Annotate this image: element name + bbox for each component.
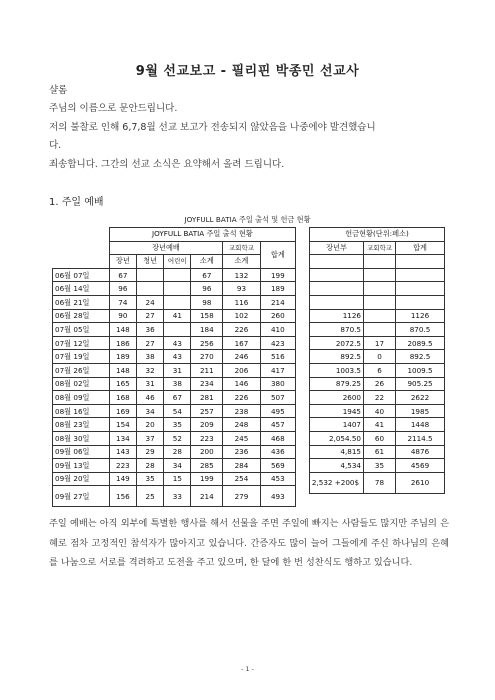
attendance-cell: 29 (136, 445, 163, 459)
offering-row (310, 336, 445, 350)
offering-cell: 4,815 (310, 445, 364, 459)
offering-cell: 2089.5 (396, 336, 445, 350)
attendance-cell: 279 (223, 486, 260, 507)
offering-row (310, 350, 445, 364)
attendance-cell: 167 (223, 336, 260, 350)
offering-cell (396, 255, 445, 269)
attendance-cell: 281 (191, 391, 223, 405)
offering-cell: 17 (364, 336, 396, 350)
offering-cell (310, 268, 364, 282)
attendance-row (53, 431, 296, 445)
attendance-cell: 96 (191, 282, 223, 296)
offering-cell (396, 282, 445, 296)
attendance-cell: 260 (260, 309, 295, 323)
closing-paragraph: 주일 예배는 아직 외부에 특별한 행사를 해서 선물을 주면 주일에 빠지는 사람들도 많지만 주님의 은혜로 점차 고정적인 참석자가 많아지고 있습니다. 간증자도 많이 늘어 그들에게 주신 하나님의 은혜를 나눔으로 서로를 격려하고 도전을 주고 있으며, 한 달에 한 번 성찬식도 행하고 있습니다. (49, 518, 449, 568)
offering-row (310, 295, 445, 309)
page-title: 9월 선교보고 - 필리핀 박종민 선교사 (135, 64, 360, 79)
attendance-cell: 209 (191, 418, 223, 432)
offering-cell: 1407 (310, 418, 364, 432)
attendance-cell: 38 (164, 377, 191, 391)
attendance-row (53, 418, 296, 432)
attendance-cell: 37 (136, 431, 163, 445)
offering-cell: 2610 (396, 472, 445, 493)
offering-cell (310, 295, 364, 309)
attendance-cell: 33 (164, 486, 191, 507)
attendance-cell: 285 (191, 459, 223, 473)
offering-row (310, 418, 445, 432)
attendance-cell (164, 282, 191, 296)
attendance-row (53, 309, 296, 323)
offering-cell: 870.5 (310, 323, 364, 337)
date-cell: 08월 02일 (53, 377, 110, 391)
date-cell: 08월 30일 (53, 431, 110, 445)
attendance-cell: 254 (223, 472, 260, 486)
attendance-row (53, 404, 296, 418)
attendance-row (53, 323, 296, 337)
attendance-cell: 156 (109, 486, 136, 507)
attendance-cell: 256 (191, 336, 223, 350)
attendance-cell: 453 (260, 472, 295, 486)
offering-cell: 2600 (310, 391, 364, 405)
offering-cell: 4,534 (310, 459, 364, 473)
offering-cell (310, 255, 364, 269)
intro-line-1: 주님의 이름으로 문안드립니다. (49, 103, 178, 114)
date-cell: 07월 26일 (53, 363, 110, 377)
offering-row (310, 391, 445, 405)
attendance-cell: 46 (136, 391, 163, 405)
attendance-cell: 236 (223, 445, 260, 459)
attendance-cell: 132 (223, 268, 260, 282)
attendance-row (53, 486, 296, 507)
attendance-cell: 189 (109, 350, 136, 364)
date-cell: 07월 19일 (53, 350, 110, 364)
date-cell: 08월 23일 (53, 418, 110, 432)
offering-row (310, 282, 445, 296)
attendance-cell: 154 (109, 418, 136, 432)
offering-row (310, 323, 445, 337)
attendance-cell: 417 (260, 363, 295, 377)
adult-worship-header: 장년예배 (109, 241, 222, 255)
offering-adult-header: 장년부 (310, 241, 364, 255)
offering-cell: 2114.5 (396, 431, 445, 445)
offering-cell (364, 282, 396, 296)
offering-cell: 1126 (396, 309, 445, 323)
subtotal-header: 소계 (191, 255, 223, 269)
offering-row (310, 268, 445, 282)
offering-cell: 1126 (310, 309, 364, 323)
offering-total-header: 합계 (396, 241, 445, 255)
offering-cell: 40 (364, 404, 396, 418)
offering-row (310, 431, 445, 445)
attendance-cell: 226 (223, 323, 260, 337)
date-cell: 07월 12일 (53, 336, 110, 350)
attendance-cell: 15 (164, 472, 191, 486)
attendance-cell: 52 (164, 431, 191, 445)
attendance-cell: 20 (136, 418, 163, 432)
attendance-cell: 200 (191, 445, 223, 459)
offering-cell: 35 (364, 459, 396, 473)
date-cell: 06월 21일 (53, 295, 110, 309)
offering-cell: 1945 (310, 404, 364, 418)
attendance-cell (164, 323, 191, 337)
attendance-cell: 143 (109, 445, 136, 459)
offering-cell: 26 (364, 377, 396, 391)
attendance-cell: 54 (164, 404, 191, 418)
offering-row (310, 255, 445, 269)
offering-cell (364, 268, 396, 282)
attendance-cell: 223 (109, 459, 136, 473)
offering-cell (396, 295, 445, 309)
attendance-cell: 234 (191, 377, 223, 391)
attendance-cell: 67 (191, 268, 223, 282)
attendance-cell: 214 (260, 295, 295, 309)
offering-group-header: 헌금현황(단위:페소) (310, 228, 445, 242)
offering-row (310, 472, 445, 493)
attendance-cell: 43 (164, 350, 191, 364)
offering-table (309, 227, 445, 494)
attendance-cell: 24 (136, 295, 163, 309)
attendance-cell: 27 (136, 336, 163, 350)
attendance-cell: 214 (191, 486, 223, 507)
attendance-cell: 67 (109, 268, 136, 282)
offering-cell (364, 255, 396, 269)
attendance-row (53, 377, 296, 391)
attendance-cell: 74 (109, 295, 136, 309)
offering-cell: 78 (364, 472, 396, 493)
intro-greeting: 샬롬 (49, 85, 68, 96)
offering-row (310, 377, 445, 391)
offering-cell: 905.25 (396, 377, 445, 391)
attendance-cell: 38 (136, 350, 163, 364)
attendance-cell: 186 (109, 336, 136, 350)
attendance-cell: 184 (191, 323, 223, 337)
offering-cell: 22 (364, 391, 396, 405)
attendance-cell: 436 (260, 445, 295, 459)
offering-cell: 41 (364, 418, 396, 432)
offering-cell (364, 309, 396, 323)
offering-row (310, 404, 445, 418)
attendance-cell: 32 (136, 363, 163, 377)
intro-line-2: 저의 불찰로 인해 6,7,8월 선교 보고가 전송되지 않았음을 나중에야 발견했습니 (49, 122, 376, 133)
date-cell: 06월 14일 (53, 282, 110, 296)
attendance-cell: 516 (260, 350, 295, 364)
offering-cell (396, 268, 445, 282)
attendance-row (53, 350, 296, 364)
children-header: 어린이 (164, 255, 191, 269)
attendance-cell: 28 (164, 445, 191, 459)
offering-cell: 2622 (396, 391, 445, 405)
attendance-cell: 189 (260, 282, 295, 296)
attendance-cell: 284 (223, 459, 260, 473)
attendance-cell: 36 (136, 323, 163, 337)
attendance-row (53, 445, 296, 459)
attendance-table (52, 227, 296, 507)
offering-cell (364, 295, 396, 309)
offering-cell: 2,532 +200$ (310, 472, 364, 493)
section-heading: 1. 주일 예배 (49, 197, 104, 208)
attendance-cell: 149 (109, 472, 136, 486)
attendance-cell: 146 (223, 377, 260, 391)
date-cell: 09월 20일 (53, 472, 110, 486)
date-cell: 09월 06일 (53, 445, 110, 459)
date-cell: 08월 09일 (53, 391, 110, 405)
attendance-total-header: 합계 (260, 241, 295, 268)
attendance-cell: 423 (260, 336, 295, 350)
attendance-cell: 102 (223, 309, 260, 323)
youth-header: 청년 (136, 255, 163, 269)
attendance-cell: 410 (260, 323, 295, 337)
school-subtotal-header: 소계 (223, 255, 260, 269)
attendance-cell: 31 (136, 377, 163, 391)
attendance-cell: 90 (109, 309, 136, 323)
attendance-cell: 148 (109, 323, 136, 337)
intro-line-4: 죄송합니다. 그간의 선교 소식은 요약해서 올려 드립니다. (49, 159, 285, 170)
offering-cell: 6 (364, 363, 396, 377)
attendance-cell: 493 (260, 486, 295, 507)
attendance-cell: 206 (223, 363, 260, 377)
attendance-cell: 569 (260, 459, 295, 473)
date-cell: 06월 28일 (53, 309, 110, 323)
offering-cell: 2072.5 (310, 336, 364, 350)
attendance-row (53, 459, 296, 473)
date-cell: 09월 13일 (53, 459, 110, 473)
attendance-cell (164, 295, 191, 309)
offering-row (310, 445, 445, 459)
offering-cell: 4876 (396, 445, 445, 459)
attendance-cell: 226 (223, 391, 260, 405)
offering-cell: 1009.5 (396, 363, 445, 377)
attendance-cell: 158 (191, 309, 223, 323)
table-caption: JOYFULL BATIA 주일 출석 및 헌금 현황 (184, 215, 311, 224)
offering-row (310, 309, 445, 323)
attendance-cell: 238 (223, 404, 260, 418)
intro-line-3: 다. (49, 140, 62, 151)
offering-cell (364, 323, 396, 337)
date-cell: 07월 05일 (53, 323, 110, 337)
attendance-cell: 34 (164, 459, 191, 473)
offering-cell: 60 (364, 431, 396, 445)
attendance-cell: 31 (164, 363, 191, 377)
attendance-cell: 270 (191, 350, 223, 364)
attendance-cell: 67 (164, 391, 191, 405)
attendance-cell: 28 (136, 459, 163, 473)
attendance-cell: 495 (260, 404, 295, 418)
attendance-group-header: JOYFULL BATIA 주일 출석 현황 (109, 228, 295, 242)
school-header: 교회학교 (223, 241, 260, 255)
attendance-cell: 199 (260, 268, 295, 282)
attendance-cell: 199 (191, 472, 223, 486)
date-cell: 09월 27일 (53, 486, 110, 507)
attendance-row (53, 282, 296, 296)
attendance-cell: 468 (260, 431, 295, 445)
offering-cell: 1448 (396, 418, 445, 432)
attendance-cell: 148 (109, 363, 136, 377)
attendance-cell: 169 (109, 404, 136, 418)
attendance-cell: 96 (109, 282, 136, 296)
attendance-cell (136, 282, 163, 296)
attendance-cell: 168 (109, 391, 136, 405)
attendance-cell: 116 (223, 295, 260, 309)
attendance-cell: 134 (109, 431, 136, 445)
offering-cell: 2,054.50 (310, 431, 364, 445)
attendance-cell (164, 268, 191, 282)
attendance-row (53, 363, 296, 377)
attendance-row (53, 336, 296, 350)
attendance-cell: 165 (109, 377, 136, 391)
attendance-cell: 27 (136, 309, 163, 323)
attendance-cell: 35 (136, 472, 163, 486)
attendance-cell: 248 (223, 418, 260, 432)
attendance-cell: 34 (136, 404, 163, 418)
attendance-row (53, 295, 296, 309)
offering-cell: 0 (364, 350, 396, 364)
attendance-cell: 245 (223, 431, 260, 445)
page-number: - 1 - (241, 665, 254, 673)
offering-cell: 892.5 (310, 350, 364, 364)
attendance-row (53, 472, 296, 486)
offering-cell: 1003.5 (310, 363, 364, 377)
attendance-cell: 246 (223, 350, 260, 364)
date-cell: 06월 07일 (53, 268, 110, 282)
offering-cell: 1985 (396, 404, 445, 418)
attendance-row (53, 391, 296, 405)
offering-cell: 892.5 (396, 350, 445, 364)
attendance-cell: 43 (164, 336, 191, 350)
offering-cell: 61 (364, 445, 396, 459)
attendance-row (53, 268, 296, 282)
offering-row (310, 363, 445, 377)
attendance-cell (136, 268, 163, 282)
attendance-cell: 211 (191, 363, 223, 377)
attendance-cell: 41 (164, 309, 191, 323)
offering-cell: 879.25 (310, 377, 364, 391)
attendance-cell: 257 (191, 404, 223, 418)
attendance-cell: 35 (164, 418, 191, 432)
offering-row (310, 459, 445, 473)
offering-school-header: 교회학교 (364, 241, 396, 255)
attendance-cell: 223 (191, 431, 223, 445)
offering-cell: 870.5 (396, 323, 445, 337)
offering-cell (310, 282, 364, 296)
offering-cell: 4569 (396, 459, 445, 473)
attendance-cell: 380 (260, 377, 295, 391)
attendance-cell: 457 (260, 418, 295, 432)
attendance-cell: 98 (191, 295, 223, 309)
attendance-cell: 93 (223, 282, 260, 296)
attendance-cell: 507 (260, 391, 295, 405)
attendance-cell: 25 (136, 486, 163, 507)
date-cell: 08월 16일 (53, 404, 110, 418)
adults-header: 장년 (109, 255, 136, 269)
